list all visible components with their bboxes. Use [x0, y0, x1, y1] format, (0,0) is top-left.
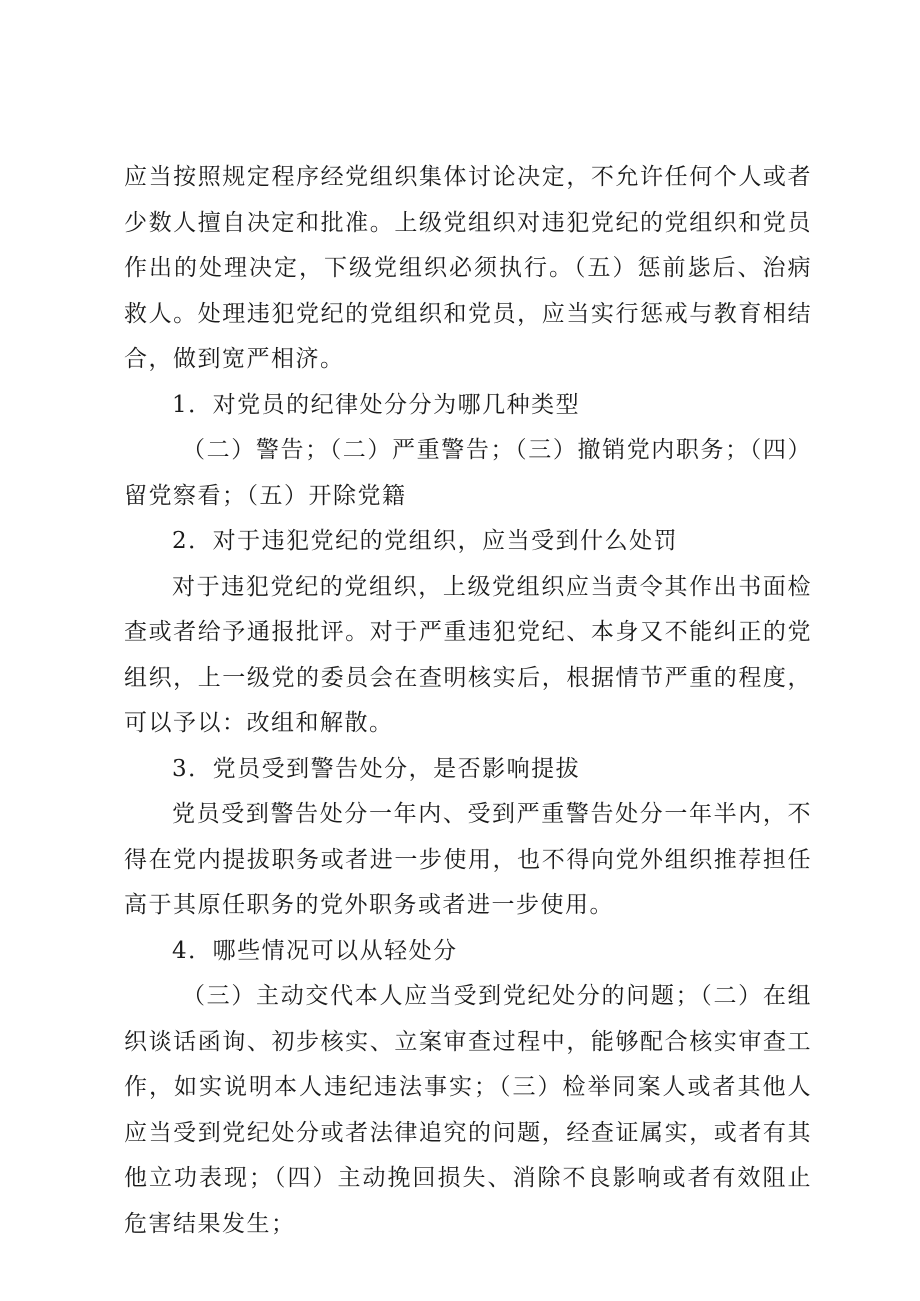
question-heading-1: 1．对党员的纪律处分分为哪几种类型	[172, 391, 581, 418]
question-heading-4: 4．哪些情况可以从轻处分	[172, 937, 458, 964]
paragraph-continuation: 应当按照规定程序经党组织集体讨论决定，不允许任何个人或者少数人擅自决定和批准。上级党组织对违犯党纪的党组织和党员作出的处理决定，下级党组织必须执行。（五）惩前毖后、治病救人。处理违犯党纪的党组织和党员，应当实行惩戒与教育相结合，做到宽严相济。	[124, 164, 812, 372]
answer-paragraph-3: 党员受到警告处分一年内、受到严重警告处分一年半内，不得在党内提拔职务或者进一步使用，也不得向党外组织推荐担任高于其原任职务的党外职务或者进一步使用。	[124, 801, 812, 918]
question-heading-3: 3．党员受到警告处分，是否影响提拔	[172, 755, 581, 782]
answer-paragraph-2: 对于违犯党纪的党组织，上级党组织应当责令其作出书面检查或者给予通报批评。对于严重违犯党纪、本身又不能纠正的党组织，上一级党的委员会在查明核实后，根据情节严重的程度，可以予以：改组和解散。	[124, 573, 812, 736]
question-heading-2: 2．对于违犯党纪的党组织，应当受到什么处罚	[172, 528, 679, 554]
answer-paragraph-1: （二）警告；（二）严重警告；（三）撤销党内职务；（四）留党察看；（五）开除党籍	[124, 437, 812, 509]
answer-paragraph-4: （三）主动交代本人应当受到党纪处分的问题；（二）在组织谈话函询、初步核实、立案审查过程中，能够配合核实审查工作，如实说明本人违纪违法事实；（三）检举同案人或者其他人应当受到党纪处分或者法律追究的问题，经查证属实，或者有其他立功表现；（四）主动挽回损失、消除不良影响或者有效阻止危害结果发生；	[124, 983, 812, 1237]
document-body	[124, 155, 812, 1247]
